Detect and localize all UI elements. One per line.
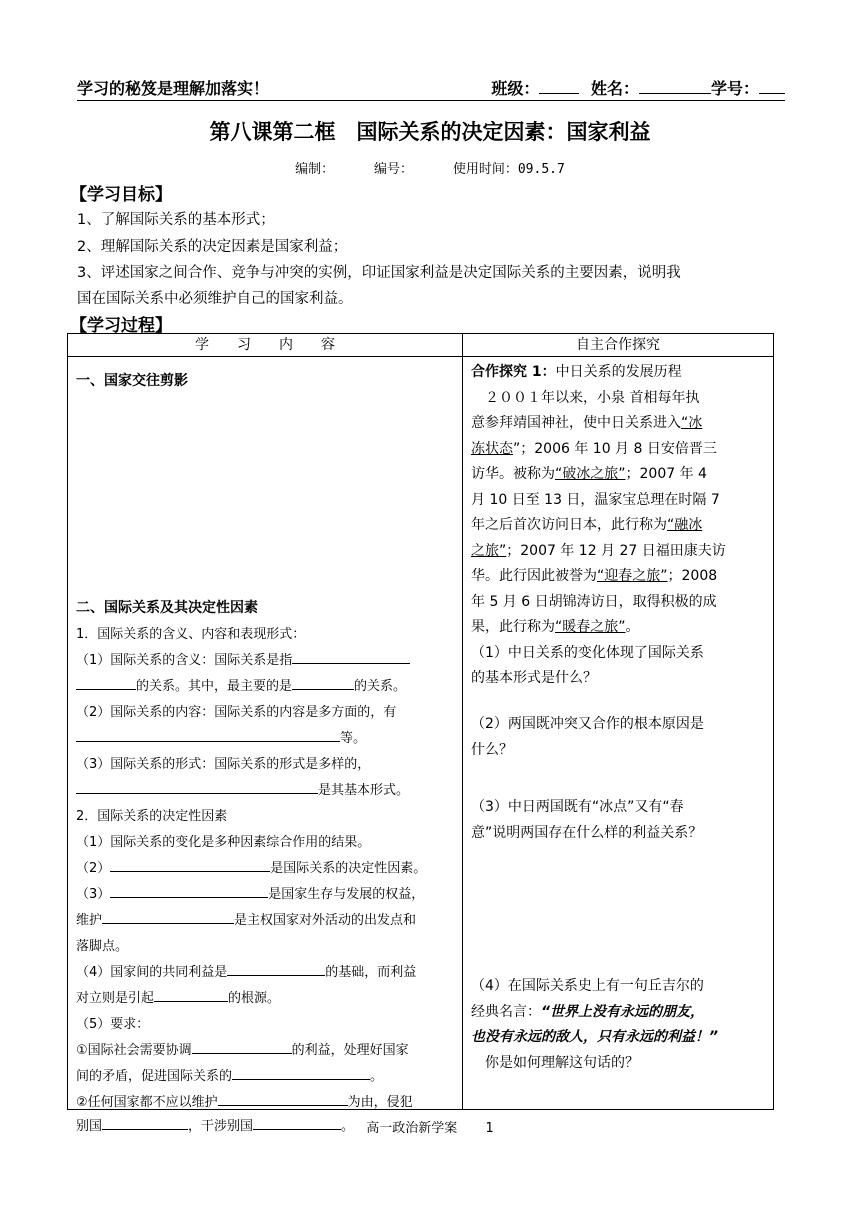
text: 别国 xyxy=(76,1119,103,1134)
text: 是主权国家对外活动的出发点和 xyxy=(234,913,417,928)
content-line: 2．国际关系的决定性因素 xyxy=(76,809,228,824)
text: ；2007 年 4 xyxy=(625,466,707,482)
text: （1）国际关系的含义：国际关系是指 xyxy=(76,653,293,668)
fill-blank[interactable] xyxy=(76,728,340,742)
left-column-header: 学 习 内 容 xyxy=(68,334,463,357)
text: 的根源。 xyxy=(228,991,281,1006)
right-column-header: 自主合作探究 xyxy=(463,334,774,357)
case-line xyxy=(471,615,761,641)
content-line: 落脚点。 xyxy=(76,939,129,954)
text: 访华。被称为 xyxy=(471,466,555,482)
motto: 学习的秘笈是理解加落实！ xyxy=(77,79,270,98)
text: 间的矛盾，促进国际关系的 xyxy=(76,1069,233,1084)
content-line xyxy=(76,675,406,694)
section-1-heading: 一、国家交往剪影 xyxy=(76,373,188,389)
content-line: （5）要求： xyxy=(76,1017,150,1032)
underlined-text: “冰 xyxy=(681,415,703,431)
question-3 xyxy=(471,795,761,846)
text: 。 xyxy=(341,1119,355,1134)
text: 。 xyxy=(370,1069,384,1084)
case-label: 合作探究 1： xyxy=(471,364,556,380)
date-label: 使用时间：09.5.7 xyxy=(452,162,565,177)
underlined-text: 之旅” xyxy=(471,542,507,559)
number-label: 编号： xyxy=(374,162,414,177)
student-info xyxy=(491,76,785,99)
case-line xyxy=(471,462,761,488)
text: 是国际关系的决定性因素。 xyxy=(270,861,427,876)
content-line xyxy=(76,909,416,928)
text: ①国际社会需要协调 xyxy=(76,1043,192,1058)
case-heading xyxy=(471,360,761,386)
question-2 xyxy=(471,712,761,763)
text: 的关系。 xyxy=(354,679,407,694)
underlined-text: 冻状态 xyxy=(471,440,513,457)
section-2-heading: 二、国际关系及其决定性因素 xyxy=(76,600,258,616)
text: ，干涉别国 xyxy=(188,1119,254,1134)
content-line xyxy=(76,883,424,902)
objective-item: 1、了解国际关系的基本形式； xyxy=(77,212,275,228)
text: 。 xyxy=(625,619,640,635)
case-line: ２００１年以来，小泉 首相每年执 xyxy=(471,389,700,406)
text: 华。此行因此被誉为 xyxy=(471,568,597,584)
fill-blank[interactable] xyxy=(292,676,354,690)
class-label: 班级： xyxy=(491,79,540,98)
underlined-text: “融冰 xyxy=(667,517,703,533)
class-blank[interactable] xyxy=(539,79,579,94)
question-line xyxy=(471,1000,761,1026)
quote-text: 也没有永远的敌人，只有永远的利益！” xyxy=(471,1029,719,1045)
text: （4）国家间的共同利益是 xyxy=(76,965,228,980)
fill-blank[interactable] xyxy=(76,676,136,690)
text: 是国家生存与发展的权益， xyxy=(268,887,425,902)
question-line: 意”说明两国存在什么样的利益关系？ xyxy=(471,824,703,841)
fill-blank[interactable] xyxy=(232,1066,370,1080)
content-line: （2）国际关系的内容：国际关系的内容是多方面的，有 xyxy=(76,705,397,720)
text: 年之后首次访问日本，此行称为 xyxy=(471,517,667,533)
case-line: 月 10 日至 13 日，温家宝总理在时隔 7 xyxy=(471,491,720,508)
text: 意参拜靖国神社，使中日关系进入 xyxy=(471,415,681,431)
footer-text: 高一政治新学案 xyxy=(366,1121,458,1136)
content-line xyxy=(76,961,416,980)
fill-blank[interactable] xyxy=(292,650,410,664)
name-blank[interactable] xyxy=(639,79,711,94)
content-line xyxy=(76,727,366,746)
text: ”；2006 年 10 月 8 日安倍晋三 xyxy=(513,440,717,457)
content-line xyxy=(76,649,410,668)
content-line: （1）国际关系的变化是多种因素综合作用的结果。 xyxy=(76,835,371,850)
text: 维护 xyxy=(76,913,103,928)
content-line xyxy=(76,1091,413,1110)
underlined-text: “迎春之旅” xyxy=(597,568,668,584)
fill-blank[interactable] xyxy=(192,1040,292,1054)
content-line: （3）国际关系的形式：国际关系的形式是多样的， xyxy=(76,757,371,772)
fill-blank[interactable] xyxy=(110,884,268,898)
objectives-heading: 【学习目标】 xyxy=(70,185,172,205)
objective-item: 2、理解国际关系的决定因素是国家利益； xyxy=(77,239,348,255)
question-line: （3）中日两国既有“冰点”又有“春 xyxy=(471,799,684,815)
objective-item: 3、评述国家之间合作、竞争与冲突的实例，印证国家利益是决定国际关系的主要因素，说明我 xyxy=(77,265,681,281)
question-line: 你是如何理解这句话的？ xyxy=(471,1054,639,1071)
editor-label: 编制： xyxy=(295,162,335,177)
fill-blank[interactable] xyxy=(154,988,228,1002)
text: 是其基本形式。 xyxy=(318,783,410,798)
question-line: （2）两国既冲突又合作的根本原因是 xyxy=(471,716,704,732)
fill-blank[interactable] xyxy=(110,858,270,872)
page-number: 1 xyxy=(485,1121,494,1136)
content-line xyxy=(76,1065,383,1084)
text: 的基础，而利益 xyxy=(325,965,417,980)
text: 经典名言： xyxy=(471,1003,541,1020)
fill-blank[interactable] xyxy=(102,910,234,924)
text: （3） xyxy=(76,887,111,902)
content-line xyxy=(76,857,426,876)
objective-item: 国在国际关系中必须维护自己的国家利益。 xyxy=(77,291,353,307)
text: 对立则是引起 xyxy=(76,991,155,1006)
meta-line xyxy=(0,158,860,177)
fill-blank[interactable] xyxy=(218,1092,348,1106)
content-line xyxy=(76,987,280,1006)
id-label: 学号： xyxy=(710,79,759,98)
text: 果，此行称为 xyxy=(471,619,555,635)
content-line xyxy=(76,1039,409,1058)
text: ；2007 年 12 月 27 日福田康夫访 xyxy=(506,542,726,559)
case-line xyxy=(471,564,761,590)
text: ；2008 xyxy=(667,568,718,584)
case-line: 年 5 月 6 日胡锦涛访日，取得积极的成 xyxy=(471,593,717,610)
fill-blank[interactable] xyxy=(227,962,325,976)
text: ②任何国家都不应以维护 xyxy=(76,1095,218,1110)
case-text xyxy=(471,360,761,692)
case-line xyxy=(471,513,761,539)
page-footer xyxy=(0,1117,860,1136)
text: （2） xyxy=(76,861,111,876)
text: 的利益，处理好国家 xyxy=(291,1043,409,1058)
text: 的关系。其中，最主要的是 xyxy=(136,679,293,694)
page-title: 第八课第二框 国际关系的决定因素：国家利益 xyxy=(209,120,651,144)
question-4 xyxy=(471,974,761,1076)
question-line: （4）在国际关系史上有一句丘吉尔的 xyxy=(471,978,704,994)
case-line xyxy=(471,411,761,437)
text: 为由，侵犯 xyxy=(347,1095,413,1110)
content-line xyxy=(76,779,409,798)
page-header xyxy=(77,76,785,101)
question-1-cont: 的基本形式是什么？ xyxy=(471,670,597,686)
content-line: 1．国际关系的含义、内容和表现形式： xyxy=(76,627,306,642)
underlined-text: “暖春之旅” xyxy=(555,619,626,635)
quote-text: “世界上没有永远的朋友， xyxy=(541,1003,705,1020)
question-1: （1）中日关系的变化体现了国际关系 xyxy=(471,644,704,661)
underlined-text: “破冰之旅” xyxy=(555,466,626,482)
case-line xyxy=(471,437,761,463)
question-line: 什么？ xyxy=(471,741,513,758)
case-title: 中日关系的发展历程 xyxy=(555,364,682,380)
case-line xyxy=(471,539,761,565)
fill-blank[interactable] xyxy=(76,780,318,794)
id-blank[interactable] xyxy=(759,79,785,94)
process-heading: 【学习过程】 xyxy=(70,316,172,336)
cooperation-cell xyxy=(463,357,774,1110)
text: 等。 xyxy=(340,731,367,746)
name-label: 姓名： xyxy=(590,79,639,98)
